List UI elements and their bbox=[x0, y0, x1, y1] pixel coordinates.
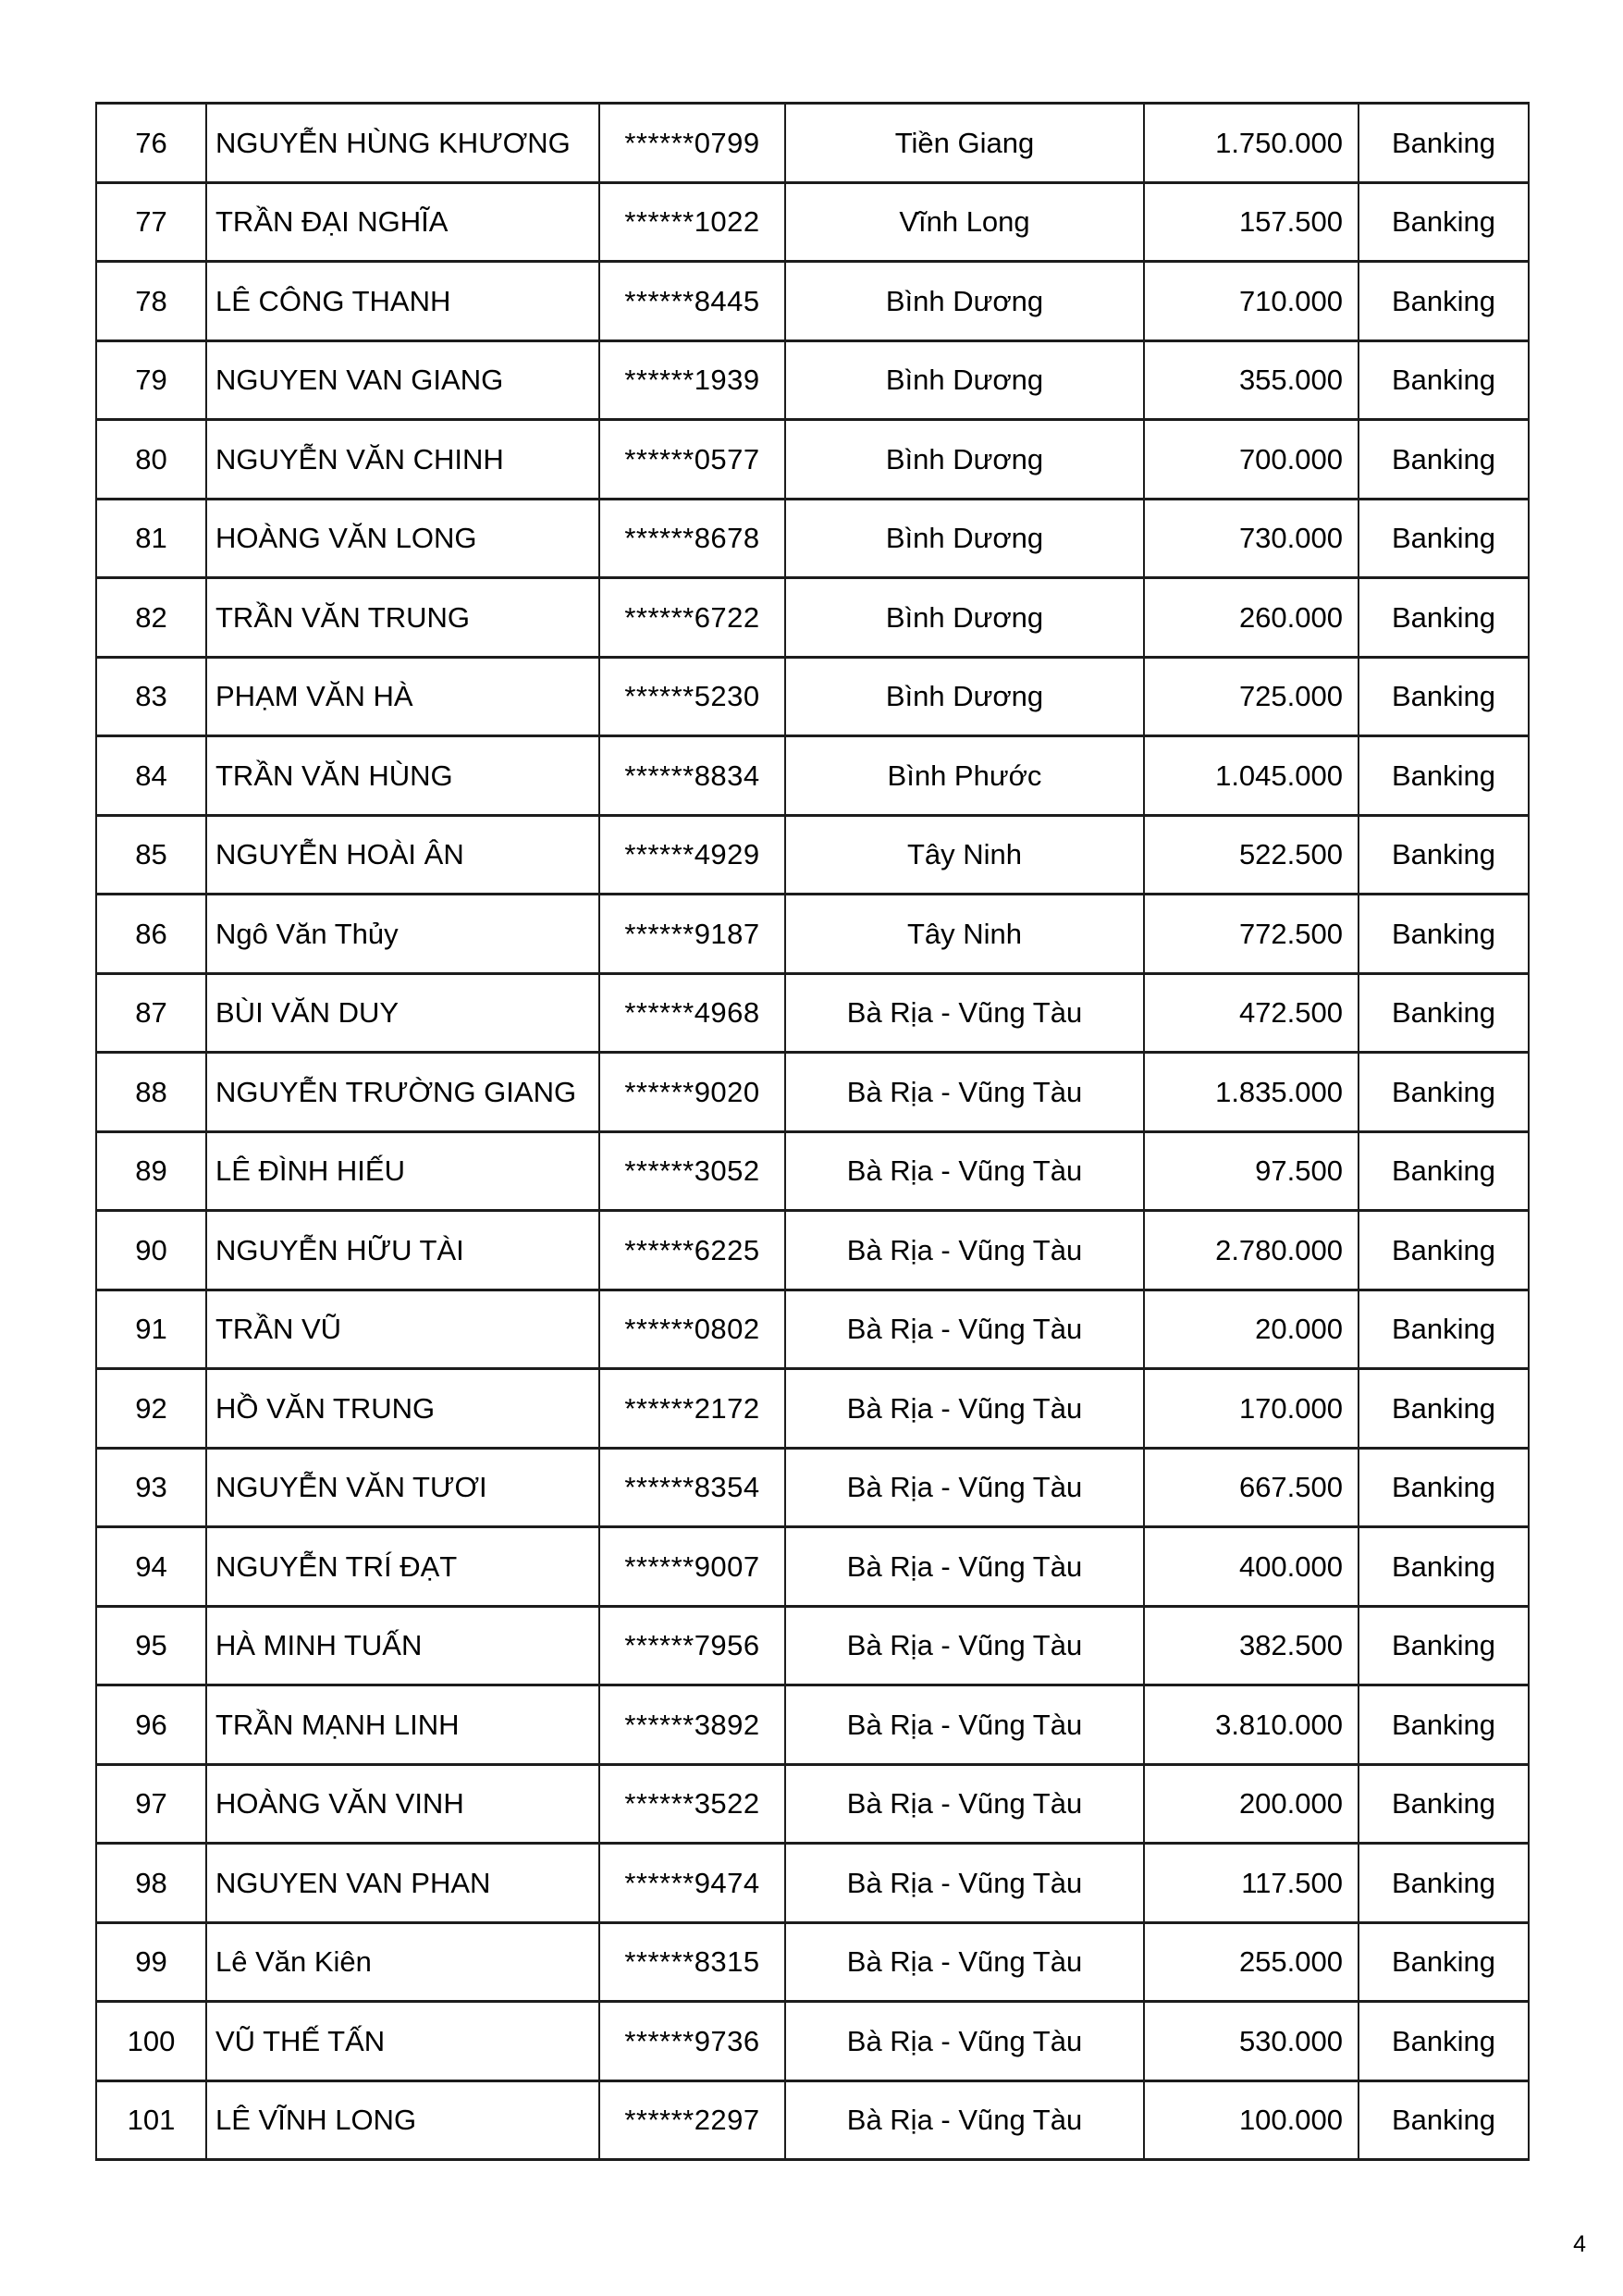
row-number-cell: 95 bbox=[96, 1606, 206, 1685]
amount-cell: 700.000 bbox=[1144, 420, 1359, 500]
payment-method-cell: Banking bbox=[1359, 736, 1529, 816]
province-cell: Bà Rịa - Vũng Tàu bbox=[785, 1527, 1144, 1607]
name-cell: HOÀNG VĂN VINH bbox=[206, 1764, 599, 1844]
name-cell: LÊ VĨNH LONG bbox=[206, 2080, 599, 2160]
amount-cell: 522.500 bbox=[1144, 815, 1359, 895]
payment-method-cell: Banking bbox=[1359, 1053, 1529, 1132]
province-cell: Bà Rịa - Vũng Tàu bbox=[785, 2080, 1144, 2160]
province-cell: Vĩnh Long bbox=[785, 182, 1144, 262]
payment-method-cell: Banking bbox=[1359, 1527, 1529, 1607]
province-cell: Bà Rịa - Vũng Tàu bbox=[785, 1369, 1144, 1449]
phone-cell: ******6225 bbox=[599, 1211, 785, 1290]
table-row bbox=[96, 499, 1529, 578]
phone-cell: ******3892 bbox=[599, 1685, 785, 1765]
phone-cell: ******3052 bbox=[599, 1131, 785, 1211]
row-number-cell: 82 bbox=[96, 578, 206, 658]
table-row bbox=[96, 1527, 1529, 1607]
name-cell: NGUYEN VAN GIANG bbox=[206, 340, 599, 420]
name-cell: NGUYỄN HỮU TÀI bbox=[206, 1211, 599, 1290]
table-row bbox=[96, 420, 1529, 500]
row-number-cell: 78 bbox=[96, 262, 206, 341]
name-cell: NGUYỄN VĂN TƯƠI bbox=[206, 1448, 599, 1527]
table-row bbox=[96, 340, 1529, 420]
payment-method-cell: Banking bbox=[1359, 1131, 1529, 1211]
name-cell: NGUYỄN VĂN CHINH bbox=[206, 420, 599, 500]
table-row bbox=[96, 1922, 1529, 2002]
row-number-cell: 80 bbox=[96, 420, 206, 500]
row-number-cell: 89 bbox=[96, 1131, 206, 1211]
row-number-cell: 97 bbox=[96, 1764, 206, 1844]
phone-cell: ******2172 bbox=[599, 1369, 785, 1449]
name-cell: TRẦN VĂN HÙNG bbox=[206, 736, 599, 816]
table-row bbox=[96, 973, 1529, 1053]
phone-cell: ******0799 bbox=[599, 104, 785, 183]
province-cell: Tây Ninh bbox=[785, 815, 1144, 895]
payment-table bbox=[95, 102, 1530, 2161]
phone-cell: ******9007 bbox=[599, 1527, 785, 1607]
phone-cell: ******8315 bbox=[599, 1922, 785, 2002]
amount-cell: 20.000 bbox=[1144, 1290, 1359, 1369]
amount-cell: 355.000 bbox=[1144, 340, 1359, 420]
row-number-cell: 79 bbox=[96, 340, 206, 420]
phone-cell: ******1939 bbox=[599, 340, 785, 420]
row-number-cell: 96 bbox=[96, 1685, 206, 1765]
amount-cell: 117.500 bbox=[1144, 1844, 1359, 1923]
amount-cell: 255.000 bbox=[1144, 1922, 1359, 2002]
table-row bbox=[96, 815, 1529, 895]
name-cell: NGUYỄN HOÀI ÂN bbox=[206, 815, 599, 895]
name-cell: VŨ THẾ TẤN bbox=[206, 2002, 599, 2081]
phone-cell: ******4968 bbox=[599, 973, 785, 1053]
row-number-cell: 77 bbox=[96, 182, 206, 262]
name-cell: HÀ MINH TUẤN bbox=[206, 1606, 599, 1685]
phone-cell: ******9020 bbox=[599, 1053, 785, 1132]
province-cell: Bà Rịa - Vũng Tàu bbox=[785, 1685, 1144, 1765]
amount-cell: 3.810.000 bbox=[1144, 1685, 1359, 1765]
payment-method-cell: Banking bbox=[1359, 973, 1529, 1053]
province-cell: Bình Dương bbox=[785, 262, 1144, 341]
table-row bbox=[96, 1290, 1529, 1369]
payment-method-cell: Banking bbox=[1359, 1211, 1529, 1290]
row-number-cell: 90 bbox=[96, 1211, 206, 1290]
table-row bbox=[96, 104, 1529, 183]
amount-cell: 772.500 bbox=[1144, 895, 1359, 974]
phone-cell: ******0577 bbox=[599, 420, 785, 500]
table-row bbox=[96, 182, 1529, 262]
amount-cell: 530.000 bbox=[1144, 2002, 1359, 2081]
row-number-cell: 93 bbox=[96, 1448, 206, 1527]
name-cell: HỒ VĂN TRUNG bbox=[206, 1369, 599, 1449]
amount-cell: 725.000 bbox=[1144, 657, 1359, 736]
name-cell: NGUYỄN TRƯỜNG GIANG bbox=[206, 1053, 599, 1132]
payment-method-cell: Banking bbox=[1359, 895, 1529, 974]
phone-cell: ******9474 bbox=[599, 1844, 785, 1923]
payment-method-cell: Banking bbox=[1359, 262, 1529, 341]
province-cell: Bà Rịa - Vũng Tàu bbox=[785, 1211, 1144, 1290]
amount-cell: 100.000 bbox=[1144, 2080, 1359, 2160]
amount-cell: 472.500 bbox=[1144, 973, 1359, 1053]
row-number-cell: 101 bbox=[96, 2080, 206, 2160]
phone-cell: ******9736 bbox=[599, 2002, 785, 2081]
payment-method-cell: Banking bbox=[1359, 1290, 1529, 1369]
phone-cell: ******3522 bbox=[599, 1764, 785, 1844]
province-cell: Bình Dương bbox=[785, 420, 1144, 500]
province-cell: Bình Dương bbox=[785, 657, 1144, 736]
phone-cell: ******8834 bbox=[599, 736, 785, 816]
row-number-cell: 86 bbox=[96, 895, 206, 974]
province-cell: Tây Ninh bbox=[785, 895, 1144, 974]
name-cell: TRẦN VĂN TRUNG bbox=[206, 578, 599, 658]
name-cell: NGUYEN VAN PHAN bbox=[206, 1844, 599, 1923]
amount-cell: 710.000 bbox=[1144, 262, 1359, 341]
province-cell: Bà Rịa - Vũng Tàu bbox=[785, 1606, 1144, 1685]
payment-method-cell: Banking bbox=[1359, 420, 1529, 500]
table-row bbox=[96, 1053, 1529, 1132]
row-number-cell: 92 bbox=[96, 1369, 206, 1449]
phone-cell: ******8445 bbox=[599, 262, 785, 341]
amount-cell: 1.835.000 bbox=[1144, 1053, 1359, 1132]
table-row bbox=[96, 2080, 1529, 2160]
amount-cell: 170.000 bbox=[1144, 1369, 1359, 1449]
province-cell: Bình Dương bbox=[785, 578, 1144, 658]
amount-cell: 2.780.000 bbox=[1144, 1211, 1359, 1290]
table-row bbox=[96, 1764, 1529, 1844]
province-cell: Bà Rịa - Vũng Tàu bbox=[785, 1922, 1144, 2002]
amount-cell: 382.500 bbox=[1144, 1606, 1359, 1685]
page-number: 4 bbox=[1573, 2231, 1586, 2257]
name-cell: NGUYỄN TRÍ ĐẠT bbox=[206, 1527, 599, 1607]
table-row bbox=[96, 1606, 1529, 1685]
amount-cell: 200.000 bbox=[1144, 1764, 1359, 1844]
row-number-cell: 76 bbox=[96, 104, 206, 183]
phone-cell: ******2297 bbox=[599, 2080, 785, 2160]
row-number-cell: 88 bbox=[96, 1053, 206, 1132]
name-cell: Ngô Văn Thủy bbox=[206, 895, 599, 974]
name-cell: TRẦN ĐẠI NGHĨA bbox=[206, 182, 599, 262]
table-row bbox=[96, 1131, 1529, 1211]
table-row bbox=[96, 736, 1529, 816]
payment-method-cell: Banking bbox=[1359, 1369, 1529, 1449]
payment-method-cell: Banking bbox=[1359, 2002, 1529, 2081]
row-number-cell: 94 bbox=[96, 1527, 206, 1607]
table-row bbox=[96, 1448, 1529, 1527]
province-cell: Bà Rịa - Vũng Tàu bbox=[785, 1844, 1144, 1923]
phone-cell: ******8354 bbox=[599, 1448, 785, 1527]
table-row bbox=[96, 1211, 1529, 1290]
phone-cell: ******8678 bbox=[599, 499, 785, 578]
table-row bbox=[96, 1369, 1529, 1449]
payment-method-cell: Banking bbox=[1359, 340, 1529, 420]
province-cell: Bà Rịa - Vũng Tàu bbox=[785, 1131, 1144, 1211]
payment-method-cell: Banking bbox=[1359, 657, 1529, 736]
payment-method-cell: Banking bbox=[1359, 578, 1529, 658]
name-cell: HOÀNG VĂN LONG bbox=[206, 499, 599, 578]
phone-cell: ******4929 bbox=[599, 815, 785, 895]
table-body bbox=[96, 104, 1529, 2160]
table-row bbox=[96, 1685, 1529, 1765]
payment-method-cell: Banking bbox=[1359, 1764, 1529, 1844]
table-row bbox=[96, 1844, 1529, 1923]
province-cell: Bà Rịa - Vũng Tàu bbox=[785, 1290, 1144, 1369]
amount-cell: 400.000 bbox=[1144, 1527, 1359, 1607]
amount-cell: 260.000 bbox=[1144, 578, 1359, 658]
province-cell: Bà Rịa - Vũng Tàu bbox=[785, 1053, 1144, 1132]
amount-cell: 1.750.000 bbox=[1144, 104, 1359, 183]
amount-cell: 157.500 bbox=[1144, 182, 1359, 262]
name-cell: Lê Văn Kiên bbox=[206, 1922, 599, 2002]
payment-method-cell: Banking bbox=[1359, 1606, 1529, 1685]
name-cell: LÊ CÔNG THANH bbox=[206, 262, 599, 341]
table-row bbox=[96, 895, 1529, 974]
province-cell: Bà Rịa - Vũng Tàu bbox=[785, 1448, 1144, 1527]
province-cell: Bình Phước bbox=[785, 736, 1144, 816]
row-number-cell: 99 bbox=[96, 1922, 206, 2002]
table-row bbox=[96, 657, 1529, 736]
province-cell: Tiền Giang bbox=[785, 104, 1144, 183]
payment-method-cell: Banking bbox=[1359, 2080, 1529, 2160]
name-cell: PHẠM VĂN HÀ bbox=[206, 657, 599, 736]
row-number-cell: 83 bbox=[96, 657, 206, 736]
name-cell: TRẦN MẠNH LINH bbox=[206, 1685, 599, 1765]
province-cell: Bà Rịa - Vũng Tàu bbox=[785, 1764, 1144, 1844]
province-cell: Bình Dương bbox=[785, 499, 1144, 578]
row-number-cell: 87 bbox=[96, 973, 206, 1053]
row-number-cell: 100 bbox=[96, 2002, 206, 2081]
amount-cell: 730.000 bbox=[1144, 499, 1359, 578]
name-cell: LÊ ĐÌNH HIẾU bbox=[206, 1131, 599, 1211]
table-row bbox=[96, 2002, 1529, 2081]
phone-cell: ******7956 bbox=[599, 1606, 785, 1685]
province-cell: Bà Rịa - Vũng Tàu bbox=[785, 973, 1144, 1053]
row-number-cell: 84 bbox=[96, 736, 206, 816]
phone-cell: ******6722 bbox=[599, 578, 785, 658]
phone-cell: ******5230 bbox=[599, 657, 785, 736]
payment-method-cell: Banking bbox=[1359, 1922, 1529, 2002]
payment-method-cell: Banking bbox=[1359, 104, 1529, 183]
amount-cell: 97.500 bbox=[1144, 1131, 1359, 1211]
table-row bbox=[96, 262, 1529, 341]
payment-method-cell: Banking bbox=[1359, 1844, 1529, 1923]
phone-cell: ******1022 bbox=[599, 182, 785, 262]
payment-method-cell: Banking bbox=[1359, 499, 1529, 578]
payment-method-cell: Banking bbox=[1359, 182, 1529, 262]
row-number-cell: 98 bbox=[96, 1844, 206, 1923]
phone-cell: ******0802 bbox=[599, 1290, 785, 1369]
name-cell: TRẦN VŨ bbox=[206, 1290, 599, 1369]
row-number-cell: 91 bbox=[96, 1290, 206, 1369]
amount-cell: 1.045.000 bbox=[1144, 736, 1359, 816]
name-cell: BÙI VĂN DUY bbox=[206, 973, 599, 1053]
payment-method-cell: Banking bbox=[1359, 1448, 1529, 1527]
payment-method-cell: Banking bbox=[1359, 1685, 1529, 1765]
phone-cell: ******9187 bbox=[599, 895, 785, 974]
row-number-cell: 85 bbox=[96, 815, 206, 895]
province-cell: Bà Rịa - Vũng Tàu bbox=[785, 2002, 1144, 2081]
payment-method-cell: Banking bbox=[1359, 815, 1529, 895]
province-cell: Bình Dương bbox=[785, 340, 1144, 420]
row-number-cell: 81 bbox=[96, 499, 206, 578]
table-row bbox=[96, 578, 1529, 658]
amount-cell: 667.500 bbox=[1144, 1448, 1359, 1527]
name-cell: NGUYỄN HÙNG KHƯƠNG bbox=[206, 104, 599, 183]
